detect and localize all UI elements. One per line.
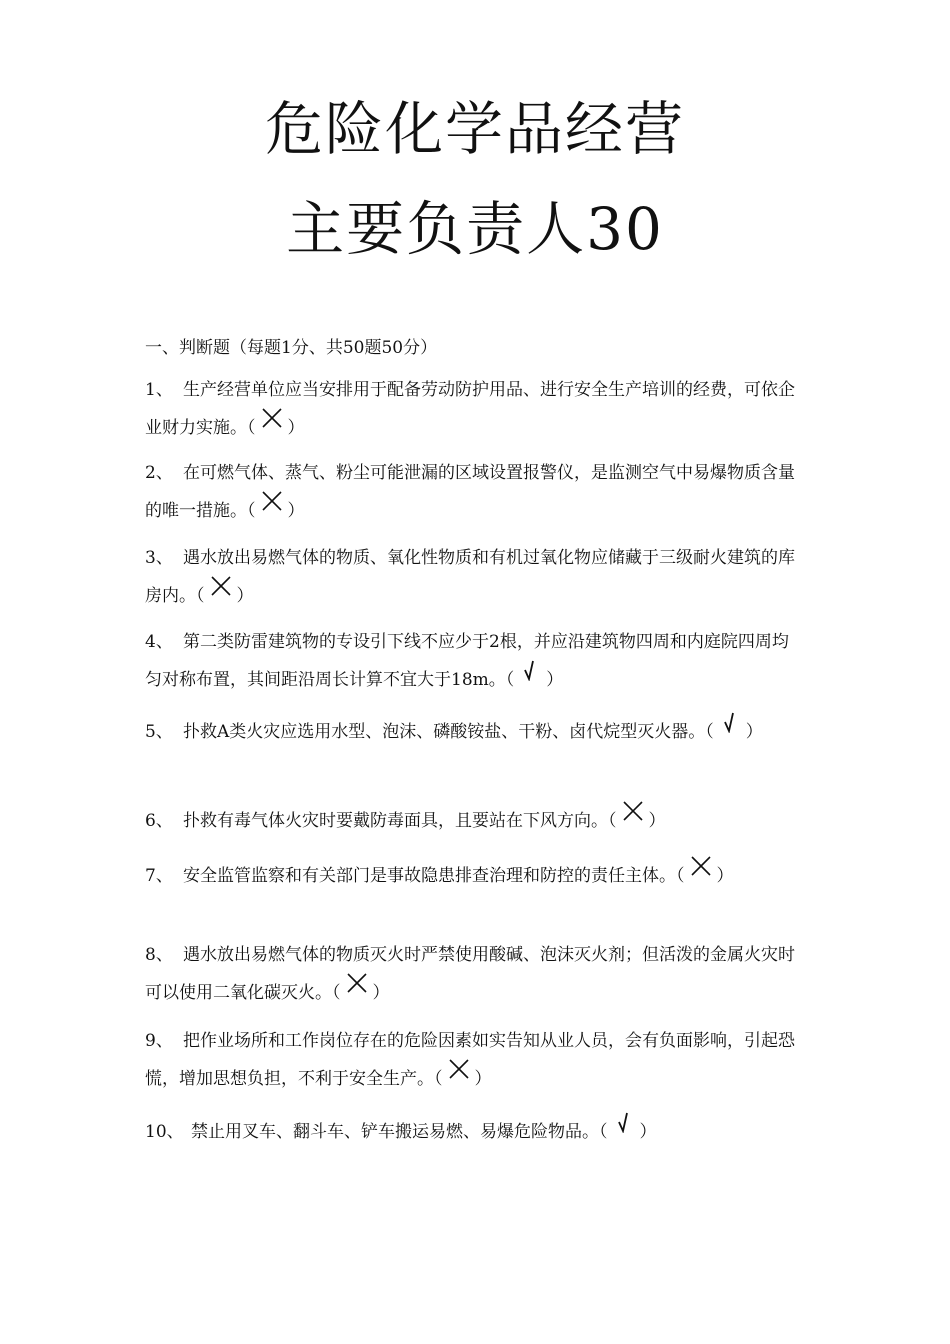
question-item [145, 1111, 805, 1149]
answer-parentheses [434, 1069, 492, 1089]
question-item [145, 1024, 805, 1096]
question-item [145, 800, 805, 838]
question-text: 扑救有毒气体火灾时要戴防毒面具，且要站在下风方向。 [183, 811, 608, 831]
x-mark-icon [687, 855, 715, 877]
paren-open: （ [247, 501, 256, 521]
paren-close: ） [639, 1122, 657, 1142]
question-item [145, 625, 805, 697]
question-number: 2、 [145, 463, 173, 483]
paren-close: ） [287, 418, 305, 438]
document-title-line1: 危险化学品经营 [264, 95, 685, 163]
answer-parentheses [506, 670, 564, 690]
paren-open: （ [505, 670, 515, 690]
document-title-line2: 主要负责人30 [286, 195, 664, 263]
question-item [145, 456, 805, 528]
paren-close: ） [745, 722, 763, 742]
paren-close: ） [474, 1069, 492, 1089]
x-mark-icon [258, 490, 286, 512]
paren-open: （ [332, 983, 341, 1003]
answer-parentheses [705, 722, 763, 742]
question-number: 8、 [145, 945, 173, 965]
question-item [145, 373, 805, 445]
question-text: 安全监管监察和有关部门是事故隐患排查治理和防控的责任主体。 [183, 866, 676, 886]
question-number: 3、 [145, 548, 173, 568]
question-item [145, 938, 805, 1010]
paren-open: （ [676, 866, 685, 886]
question-number: 7、 [145, 866, 173, 886]
paren-close: ） [648, 811, 666, 831]
question-text: 在可燃气体、蒸气、粉尘可能泄漏的区域设置报警仪，是监测空气中易爆物质含量的唯一措施。 [145, 463, 795, 521]
answer-parentheses [247, 418, 305, 438]
question-text: 把作业场所和工作岗位存在的危险因素如实告知从业人员，会有负面影响，引起恐慌，增加思想负担，不利于安全生产。 [145, 1031, 795, 1089]
question-text: 遇水放出易燃气体的物质、氧化性物质和有机过氧化物应储藏于三级耐火建筑的库房内。 [145, 548, 795, 606]
question-number: 6、 [145, 811, 173, 831]
x-mark-icon [445, 1058, 473, 1080]
check-mark-icon [716, 711, 744, 733]
question-number: 5、 [145, 722, 173, 742]
paren-open: （ [247, 418, 256, 438]
question-text: 第二类防雷建筑物的专设引下线不应少于2根，并应沿建筑物四周和内庭院四周均匀对称布置，其间距沿周长计算不宜大于18m。 [145, 632, 789, 690]
paren-close: ） [546, 670, 564, 690]
answer-parentheses [247, 501, 305, 521]
check-mark-icon [610, 1111, 638, 1133]
question-text: 禁止用叉车、翻斗车、铲车搬运易燃、易爆危险物品。 [191, 1122, 599, 1142]
x-mark-icon [619, 800, 647, 822]
question-text: 扑救A类火灾应选用水型、泡沫、磷酸铵盐、干粉、卤代烷型灭火器。 [183, 722, 706, 742]
answer-parentheses [196, 586, 254, 606]
answer-parentheses [608, 811, 666, 831]
x-mark-icon [207, 575, 235, 597]
paren-close: ） [372, 983, 390, 1003]
paren-open: （ [599, 1122, 608, 1142]
paren-close: ） [287, 501, 305, 521]
x-mark-icon [258, 407, 286, 429]
answer-parentheses [599, 1122, 657, 1142]
answer-parentheses [676, 866, 734, 886]
question-text: 遇水放出易燃气体的物质灭火时严禁使用酸碱、泡沫灭火剂；但活泼的金属火灾时可以使用二氧化碳灭火。 [145, 945, 795, 1003]
question-number: 9、 [145, 1031, 173, 1051]
paren-close: ） [716, 866, 734, 886]
question-text: 生产经营单位应当安排用于配备劳动防护用品、进行安全生产培训的经费，可依企业财力实施。 [145, 380, 795, 438]
check-mark-icon [516, 659, 544, 681]
paren-open: （ [434, 1069, 443, 1089]
paren-close: ） [236, 586, 254, 606]
answer-parentheses [332, 983, 390, 1003]
section-heading: 一、判断题（每题1分、共50题50分） [145, 338, 438, 358]
question-number: 10、 [145, 1122, 184, 1142]
question-item [145, 711, 805, 749]
question-number: 4、 [145, 632, 173, 652]
question-item [145, 855, 805, 893]
question-item [145, 541, 805, 613]
question-number: 1、 [145, 380, 173, 400]
paren-open: （ [608, 811, 617, 831]
paren-open: （ [705, 722, 714, 742]
x-mark-icon [343, 972, 371, 994]
paren-open: （ [196, 586, 205, 606]
